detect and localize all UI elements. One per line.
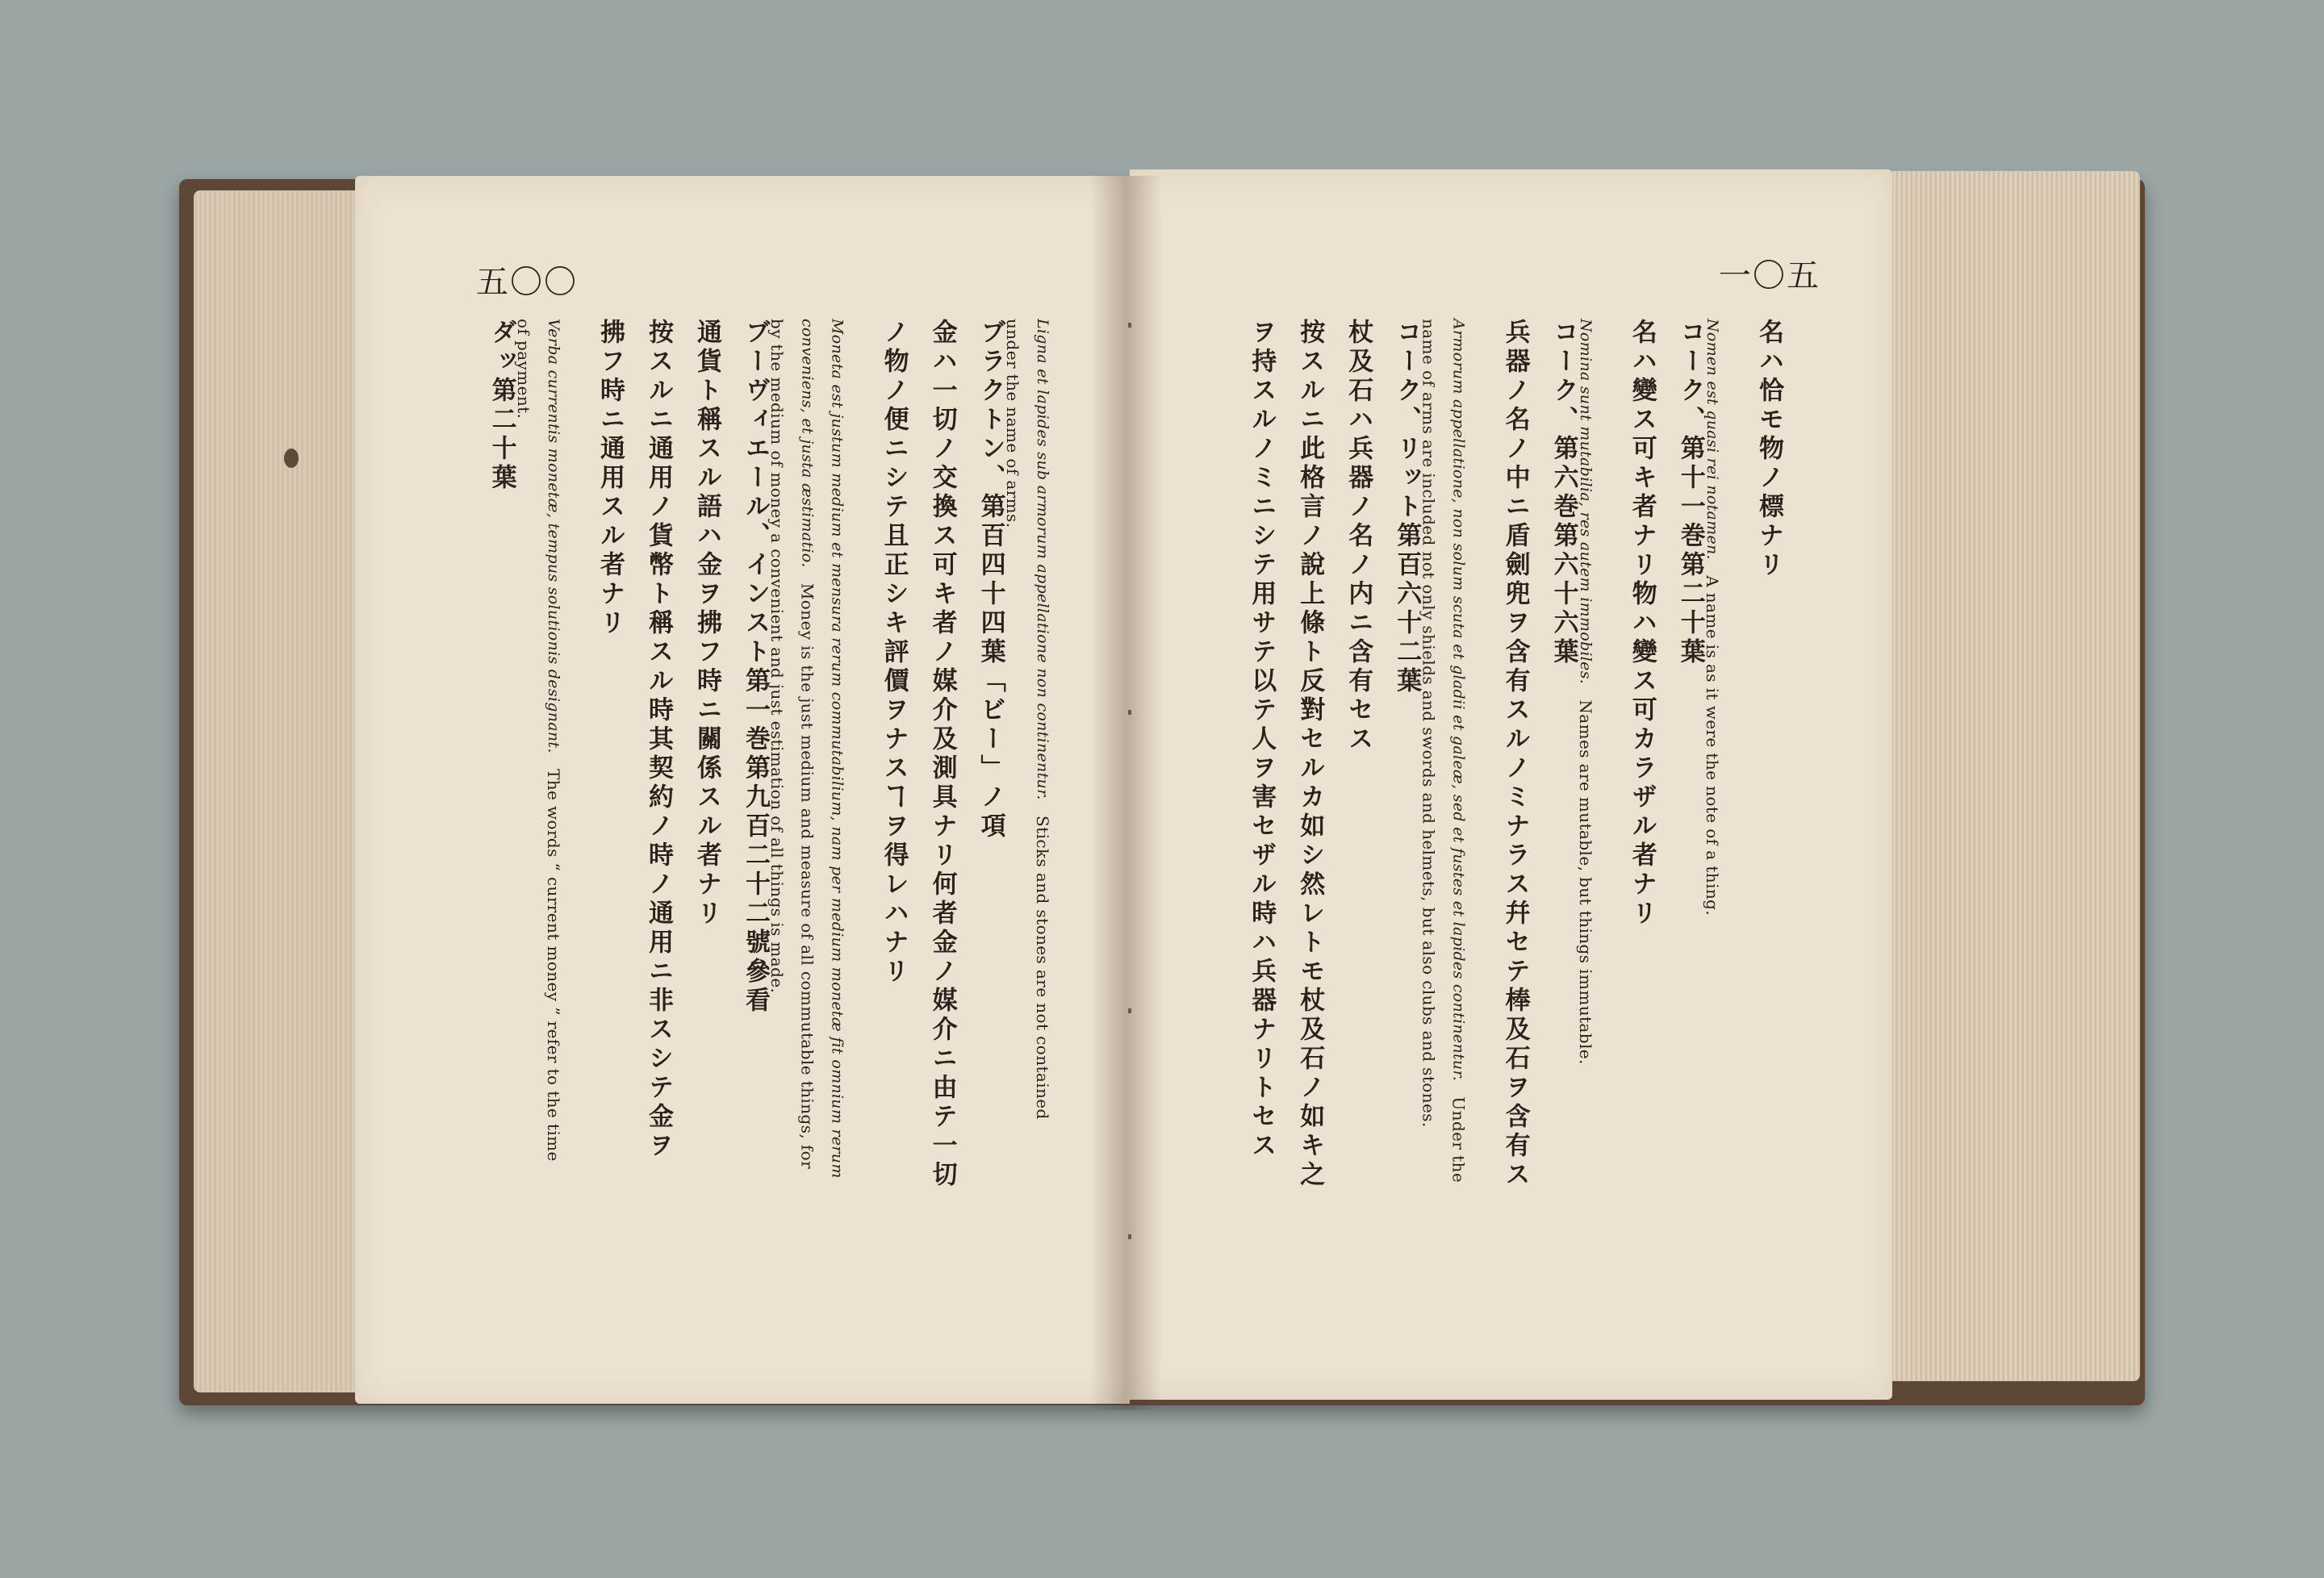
binding-stitch xyxy=(1128,710,1131,715)
right_page-column: of payment. xyxy=(513,319,533,420)
left_page-column xyxy=(1449,319,1469,1183)
right_page-column xyxy=(797,319,817,1169)
left_page-column: コーク、第六巻第六十六葉 xyxy=(1549,319,1578,667)
right_page-column: by the medium of money a convenient and just estimation of all things is made. xyxy=(767,319,788,994)
english-translation: A name is as it were the note of a thing. xyxy=(1703,575,1722,916)
english-translation: Under the xyxy=(1448,1096,1469,1184)
page-number-500: 一〇五 xyxy=(1719,257,1820,294)
left_page-column: ヲ持スルノミニシテ用サテ以テ人ヲ害セザル時ハ兵器ナリトセス xyxy=(1247,319,1277,1161)
right-page-edges xyxy=(1880,171,2140,1381)
english-translation: Sticks and stones are not contained xyxy=(1033,816,1052,1120)
latin-maxim: conveniens, et justa æstimatio. xyxy=(798,319,817,568)
right_page-column: 金ハ一切ノ交換ス可キ者ノ媒介及測具ナリ何者金ノ媒介ニ由テ一切 xyxy=(927,319,957,1190)
left_page-column: name of arms are included not only shields and swords and helmets, but also clubs and stones. xyxy=(1419,319,1439,1128)
binding-stitch xyxy=(1128,323,1131,328)
english-translation: Money is the just medium and measure of all commutable things, for xyxy=(797,582,817,1170)
left_page-column: 名ハ變ス可キ者ナリ物ハ變ス可カラザル者ナリ xyxy=(1627,319,1657,929)
left_page-column: 杖及石ハ兵器ノ名ノ内ニ含有セス xyxy=(1344,319,1373,754)
right_page-column: ブーヴィエール、インスト第一巻第九百二十二號參看 xyxy=(741,319,770,1016)
left_page-column: 名ハ恰モ物ノ標ナリ xyxy=(1754,319,1783,580)
right_page-column: under the name of arms. xyxy=(1002,319,1022,528)
right_page-column: 按スルニ通用ノ貨幣ト稱スル時其契約ノ時ノ通用ニ非スシテ金ヲ xyxy=(644,319,673,1161)
right_page-column: ノ物ノ便ニシテ且正シキ評價ヲナスヿヲ得レハナリ xyxy=(879,319,909,987)
latin-maxim: Verba currentis monetæ, tempus solutionis designant. xyxy=(545,319,562,754)
binding-stitch xyxy=(1128,1234,1131,1239)
latin-maxim: Moneta est justum medium et mensura rerum commutabilium, nam per medium monetæ fit omnium rerum xyxy=(828,319,846,1179)
right_page-column: ダッ第二十葉 xyxy=(487,319,516,493)
left_page-column: 按スルニ此格言ノ說上條ト反對セルカ如シ然レトモ杖及石ノ如キ之 xyxy=(1295,319,1325,1190)
latin-maxim: Armorum appellatione, non solum scuta et gladii et galeæ, sed et fustes et lapides continentur. xyxy=(1449,319,1468,1082)
binding-stitch xyxy=(1128,1008,1131,1013)
english-translation: The words “ current money ” refer to the time xyxy=(544,769,563,1162)
right_page-column xyxy=(1033,319,1052,1120)
left_page-column: コーク、第十一巻第二十葉 xyxy=(1675,319,1705,667)
left_page-column: コーク、リット第百六十二葉 xyxy=(1392,319,1422,696)
left_page-column: 兵器ノ名ノ中ニ盾劍兜ヲ含有スルノミナラス幷セテ棒及石ヲ含有ス xyxy=(1500,319,1530,1190)
latin-maxim: Nomen est quasi rei notamen. xyxy=(1703,319,1721,560)
left-page-edges xyxy=(194,190,376,1392)
right_page-column: 拂フ時ニ通用スル者ナリ xyxy=(596,319,625,638)
english-translation: Names are mutable, but things immutable. xyxy=(1575,699,1595,1065)
page-hole xyxy=(284,449,299,468)
right_page-column xyxy=(828,319,847,1194)
page-number-105: 五〇〇 xyxy=(476,264,578,301)
latin-maxim: Ligna et lapides sub armorum appellatione non continentur. xyxy=(1034,319,1051,800)
right_page-column: ブラクトン、第百四十四葉「ビー」ノ項 xyxy=(976,319,1005,841)
right_page-column: 通貨ト稱スル語ハ金ヲ拂フ時ニ關係スル者ナリ xyxy=(692,319,721,929)
latin-maxim: Nomina sunt mutabilia, res autem immobiles. xyxy=(1576,319,1595,685)
right_page-column xyxy=(544,319,563,1162)
